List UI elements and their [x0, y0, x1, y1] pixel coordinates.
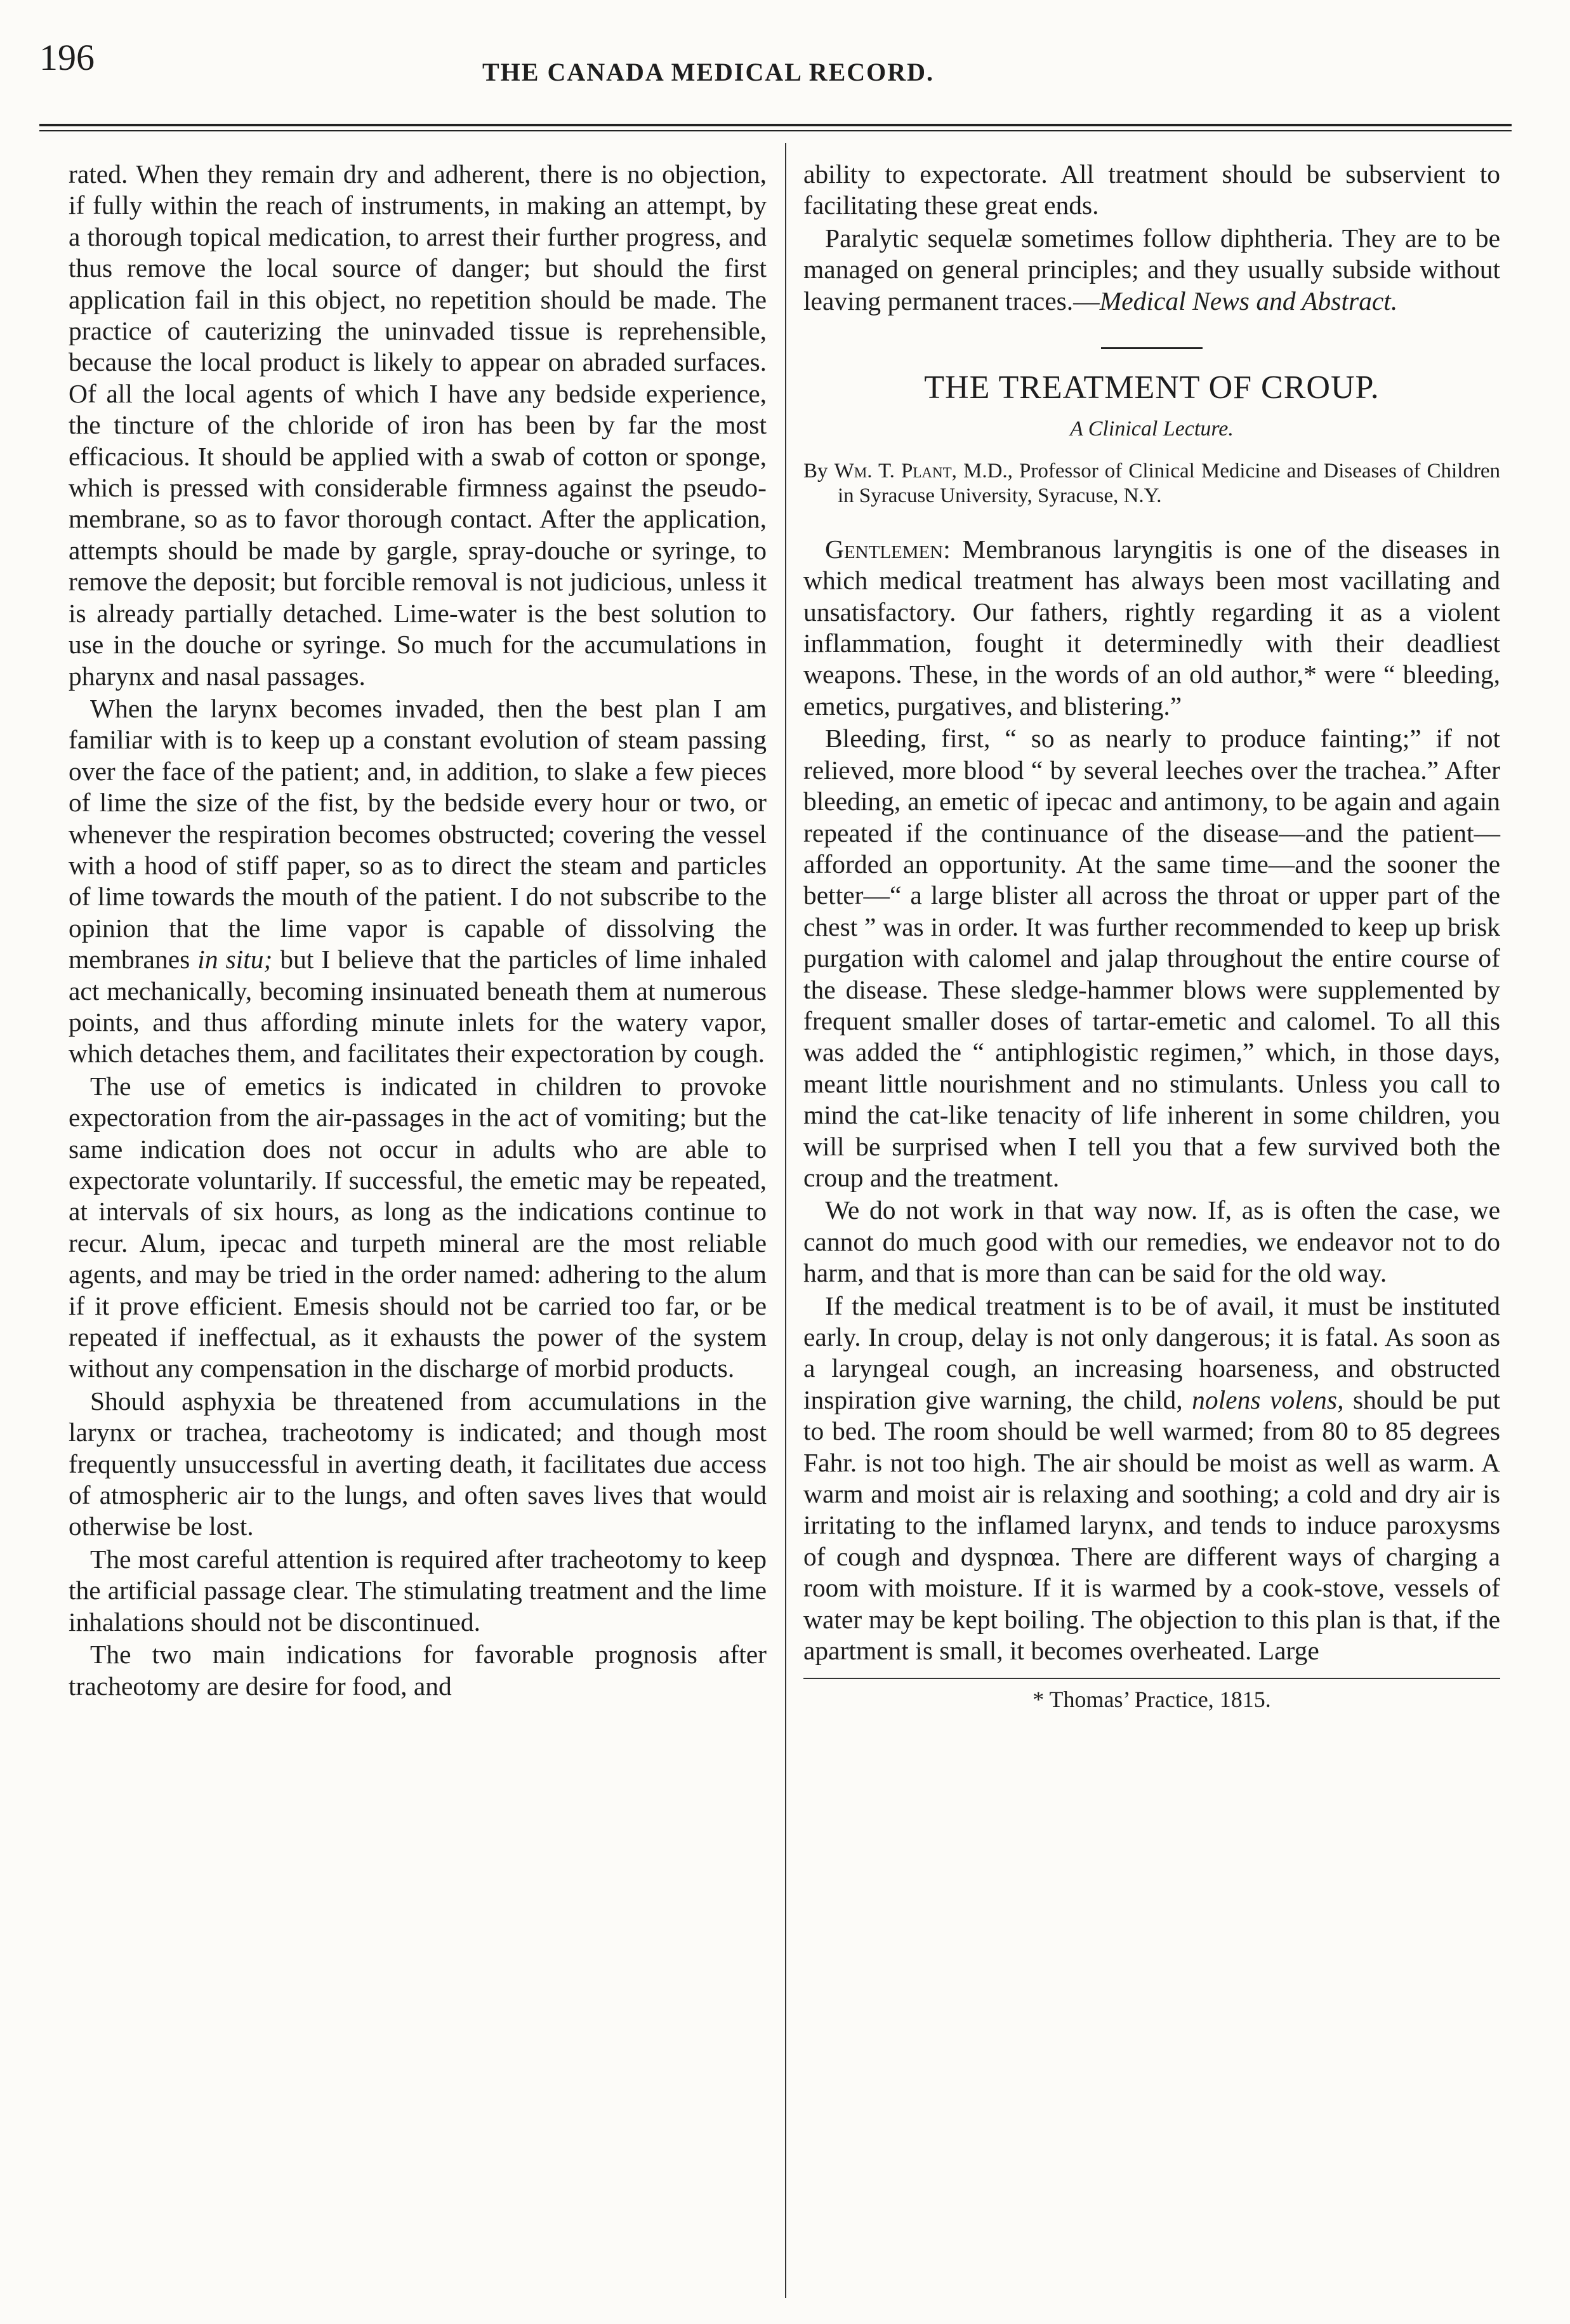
paragraph: Paralytic sequelæ sometimes follow diphtheria. They are to be managed on general principles; and they usually subside without leaving permanent traces.—Medical News and Abstract. [803, 223, 1500, 315]
footnote-rule [803, 1678, 1500, 1679]
italic-phrase: in situ; [197, 945, 273, 974]
paragraph: We do not work in that way now. If, as is often the case, we cannot do much good with our remedies, we endeavor not to do harm, and that is more than can be said for the old way. [803, 1195, 1500, 1288]
paragraph: rated. When they remain dry and adherent, there is no objection, if fully within the reach of instruments, in making an attempt, by a thorough topical medication, to arrest their further progress, and thus remove the local source of danger; but should the first application fail in this object, no repetition should be made. The practice of cauterizing the uninvaded tissue is reprehensible, because the local product is likely to appear on abraded surfaces. Of all the local agents of which I have any bedside experience, the tincture of the chloride of iron has been by far the most efficacious. It should be applied with a swab of cotton or sponge, which is pressed with considerable firmness against the pseudo-membrane, so as to favor thorough contact. After the application, attempts should be made by gargle, spray-douche or syringe, to remove the deposit; but forcible removal is not judicious, unless it is already partially detached. Lime-water is the best solution to use in the douche or syringe. So much for the accumulations in pharynx and nasal passages. [69, 159, 767, 691]
paragraph: Should asphyxia be threatened from accumulations in the larynx or trachea, tracheotomy is indicated; and though most frequently unsuccessful in averting death, it facilitates due access of atmospheric air to the lungs, and often saves lives that would otherwise be lost. [69, 1386, 767, 1541]
salutation: Gentlemen [825, 534, 944, 564]
paragraph: The two main indications for favorable prognosis after tracheotomy are desire for food, and [69, 1640, 767, 1701]
author-name: Wm. T. Plant [834, 459, 952, 482]
paragraph: Gentlemen: Membranous laryngitis is one of the diseases in which medical treatment has always been most vacillating and unsatisfactory. Our fathers, rightly regarding it as a violent inflammation, fought it determinedly with their deadliest weapons. These, in the words of an old author,* were “ bleeding, emetics, purgatives, and blistering.” [803, 534, 1500, 720]
section-rule [1101, 347, 1203, 349]
column-divider [785, 143, 786, 2298]
italic-phrase: nolens volens, [1192, 1384, 1344, 1414]
paragraph: The most careful attention is required after tracheotomy to keep the artificial passage clear. The stimulating treatment and the lime inhalations should not be discontinued. [69, 1544, 767, 1637]
paragraph: Bleeding, first, “ so as nearly to produce fainting;” if not relieved, more blood “ by several leeches over the trachea.” After bleeding, an emetic of ipecac and antimony, to be again and again repeated if the continuance of the disease—and the patient—afforded an opportunity. At the same time—and the sooner the better—“ a large blister all across the throat or upper part of the chest ” was in order. It was further recommended to keep up brisk purgation with calomel and jalap throughout the entire course of the disease. These sledge-hammer blows were supplemented by frequent smaller doses of tartar-emetic and calomel. To all this was added the “ antiphlogistic regimen,” which, in those days, meant little nourishment and no stimulants. Unless you call to mind the cat-like tenacity of life inherent in some children, you will be surprised when I tell you that a few survived both the croup and the treatment. [803, 724, 1500, 1192]
right-column [803, 159, 1500, 1716]
paragraph: The use of emetics is indicated in children to provoke expectoration from the air-passages in the act of vomiting; but the same indication does not occur in adults who are able to expectorate voluntarily. If successful, the emetic may be repeated, at intervals of six hours, as long as the indications continue to recur. Alum, ipecac and turpeth mineral are the most reliable agents, and may be tried in the order named: adhering to the alum if it prove efficient. Emesis should not be carried too far, or be repeated if ineffectual, as it exhausts the power of the system without any compensation in the discharge of morbid products. [69, 1071, 767, 1383]
paragraph: When the larynx becomes invaded, then the best plan I am familiar with is to keep up a constant evolution of steam passing over the face of the patient; and, in addition, to slake a few pieces of lime the size of the fist, by the bedside every hour or two, or whenever the respiration becomes obstructed; covering the vessel with a hood of stiff paper, so as to direct the steam and particles of lime towards the mouth of the patient. I do not subscribe to the opinion that the lime vapor is capable of dissolving the membranes in situ; but I believe that the particles of lime inhaled act mechanically, becoming insinuated beneath them at numerous points, and thus affording minute inlets for the watery vapor, which detaches them, and facilitates their expectoration by cough. [69, 693, 767, 1068]
article-subtitle: A Clinical Lecture. [1070, 417, 1234, 441]
article-title: THE TREATMENT OF CROUP. [924, 369, 1380, 406]
page-number: 196 [39, 37, 95, 78]
paragraph: If the medical treatment is to be of avail, it must be instituted early. In croup, delay is not only dangerous; it is fatal. As soon as a laryngeal cough, an increasing hoarseness, and obstructed inspiration give warning, the child, nolens volens, should be put to bed. The room should be well warmed; from 80 to 85 degrees Fahr. is not too high. The air should be moist as well as warm. A warm and moist air is relaxing and soothing; a cold and dry air is irritating to the inflamed larynx, and tends to induce paroxysms of cough and dyspnœa. There are different ways of charging a room with moisture. If it is warmed by a cook-stove, vessels of water may be kept boiling. The objection to this plan is that, if the apartment is small, it becomes overheated. Large [803, 1291, 1500, 1666]
left-column [69, 159, 767, 1703]
byline: By Wm. T. Plant, M.D., Professor of Clinical Medicine and Diseases of Children in Syracuse University, Syracuse, N.Y. [803, 459, 1500, 507]
footnote: * Thomas’ Practice, 1815. [1032, 1687, 1271, 1713]
source-citation: Medical News and Abstract. [1099, 286, 1398, 315]
running-title: THE CANADA MEDICAL RECORD. [482, 58, 935, 86]
header-rule-thin [39, 130, 1512, 131]
paragraph: ability to expectorate. All treatment should be subservient to facilitating these great ends. [803, 159, 1500, 220]
header-rule-thick [39, 124, 1512, 126]
